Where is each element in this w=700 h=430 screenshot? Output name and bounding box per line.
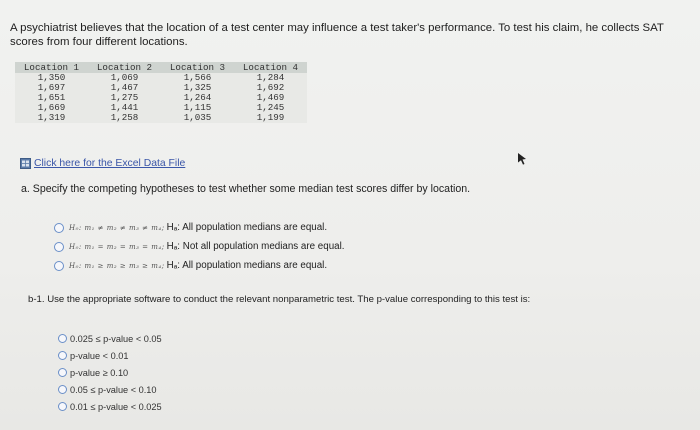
alternative-hypothesis: Hₐ: All population medians are equal. <box>166 260 328 271</box>
excel-link-label[interactable]: Click here for the Excel Data File <box>34 158 186 169</box>
null-hypothesis: H₀: m₁ ≥ m₂ ≥ m₃ ≥ m₄; <box>69 261 165 270</box>
table-cell: 1,469 <box>256 92 285 103</box>
alternative-hypothesis: Hₐ: All population medians are equal. <box>166 222 328 233</box>
table-cell: 1,115 <box>183 102 212 113</box>
excel-data-link[interactable] <box>20 158 185 169</box>
spreadsheet-icon <box>20 158 31 169</box>
pvalue-option-label: 0.025 ≤ p-value < 0.05 <box>70 333 162 344</box>
table-cell: 1,669 <box>37 102 66 113</box>
pvalue-option[interactable] <box>58 364 162 381</box>
table-cell: 1,264 <box>183 92 212 103</box>
table-cell: 1,350 <box>37 72 66 83</box>
table-cell: 1,199 <box>256 112 285 123</box>
hypothesis-option[interactable] <box>54 256 345 275</box>
radio-button[interactable] <box>58 385 67 394</box>
table-cell: 1,035 <box>183 112 212 123</box>
column-header: Location 1 <box>15 62 88 73</box>
table-cell: 1,069 <box>110 72 139 83</box>
table-cell: 1,275 <box>110 92 139 103</box>
null-hypothesis: H₀: m₁ = m₂ = m₃ = m₄; <box>69 242 165 251</box>
table-cell: 1,651 <box>37 92 66 103</box>
null-hypothesis: H₀: m₁ ≠ m₂ ≠ m₃ ≠ m₄; <box>69 223 165 232</box>
table-cell: 1,245 <box>256 102 285 113</box>
hypothesis-option[interactable] <box>54 237 345 256</box>
pvalue-option-label: 0.05 ≤ p-value < 0.10 <box>70 384 157 395</box>
radio-button[interactable] <box>58 402 67 411</box>
problem-intro: A psychiatrist believes that the location of a test center may influence a test taker's performance. To test his claim, he collects SAT scores from four different locations. <box>10 22 664 48</box>
table-cell: 1,319 <box>37 112 66 123</box>
column-header: Location 2 <box>88 62 161 73</box>
pvalue-option[interactable] <box>58 347 162 364</box>
pvalue-option-label: p-value < 0.01 <box>70 350 129 361</box>
radio-button[interactable] <box>54 223 64 233</box>
radio-button[interactable] <box>54 261 64 271</box>
table-cell: 1,284 <box>256 72 285 83</box>
radio-button[interactable] <box>54 242 64 252</box>
column-header: Location 4 <box>234 62 307 73</box>
hypothesis-option[interactable] <box>54 218 345 237</box>
table-cell: 1,325 <box>183 82 212 93</box>
hypotheses-options <box>54 218 345 275</box>
table-cell: 1,697 <box>37 82 66 93</box>
pvalue-option[interactable] <box>58 330 162 347</box>
table-cell: 1,258 <box>110 112 139 123</box>
radio-button[interactable] <box>58 334 67 343</box>
table-cell: 1,566 <box>183 72 212 83</box>
column-header: Location 3 <box>161 62 234 73</box>
table-cell: 1,692 <box>256 82 285 93</box>
question-b1: b-1. Use the appropriate software to conduct the relevant nonparametric test. The p-value corresponding to this test is: <box>28 294 531 305</box>
table-row <box>15 113 307 123</box>
pvalue-option[interactable] <box>58 381 162 398</box>
pvalue-options <box>58 330 162 415</box>
alternative-hypothesis: Hₐ: Not all population medians are equal. <box>166 241 345 252</box>
data-table <box>15 62 307 123</box>
table-cell: 1,441 <box>110 102 139 113</box>
table-cell: 1,467 <box>110 82 139 93</box>
pvalue-option-label: 0.01 ≤ p-value < 0.025 <box>70 401 162 412</box>
question-a: a. Specify the competing hypotheses to test whether some median test scores differ by location. <box>21 183 471 195</box>
radio-button[interactable] <box>58 351 67 360</box>
pvalue-option-label: p-value ≥ 0.10 <box>70 367 129 378</box>
mouse-cursor-icon <box>517 153 527 165</box>
radio-button[interactable] <box>58 368 67 377</box>
pvalue-option[interactable] <box>58 398 162 415</box>
